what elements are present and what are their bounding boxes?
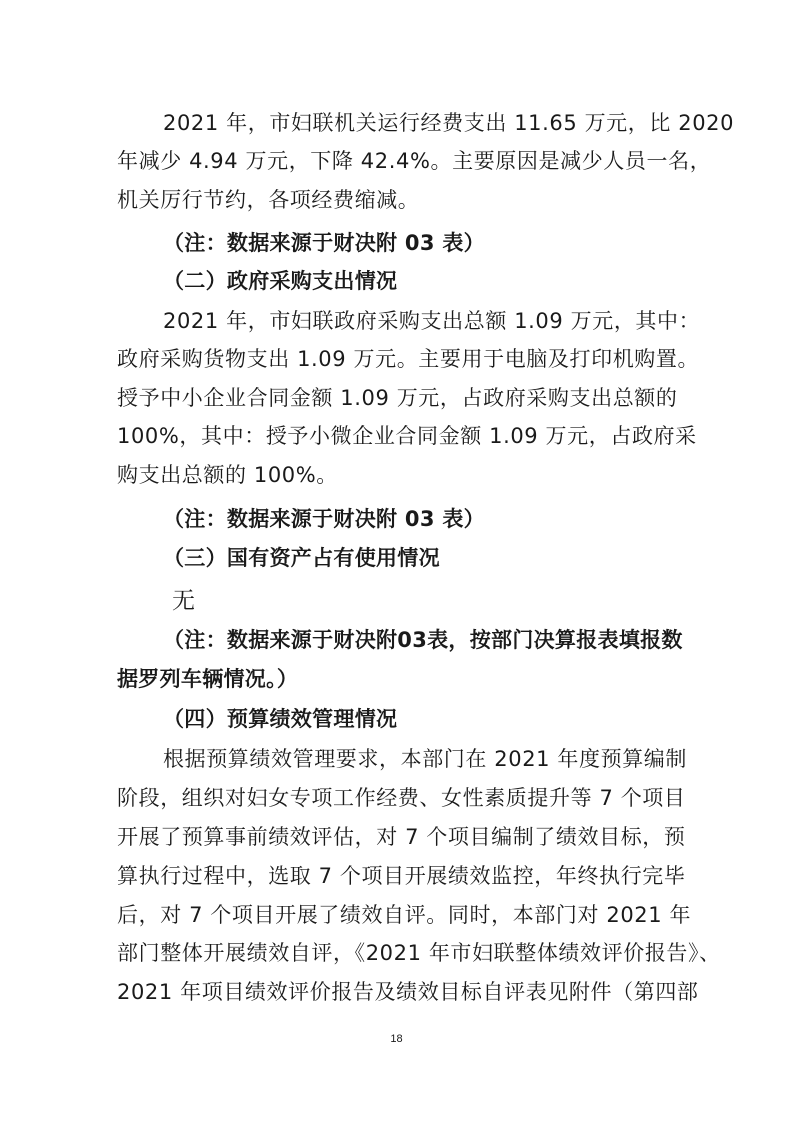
source-note: 据罗列车辆情况。） <box>117 667 299 691</box>
body-text-line: 政府采购货物支出 1.09 万元。主要用于电脑及打印机购置。 <box>117 347 700 371</box>
section-heading: （二）政府采购支出情况 <box>163 269 398 293</box>
body-text-line: 2021 年项目绩效评价报告及绩效目标自评表见附件（第四部 <box>117 980 699 1004</box>
page-number: 18 <box>390 1033 403 1045</box>
body-text-line: 后，对 7 个项目开展了绩效自评。同时，本部门对 2021 年 <box>117 903 692 927</box>
body-text-line: 年减少 4.94 万元，下降 42.4%。主要原因是减少人员一名， <box>117 149 712 173</box>
section-heading: （四）预算绩效管理情况 <box>163 707 398 731</box>
source-note: （注：数据来源于财决附 03 表） <box>163 507 485 531</box>
body-text-line: 根据预算绩效管理要求，本部门在 2021 年度预算编制 <box>163 747 687 771</box>
body-text-line: 100%，其中：授予小微企业合同金额 1.09 万元，占政府采 <box>117 424 697 448</box>
body-text-line: 2021 年，市妇联政府采购支出总额 1.09 万元，其中： <box>163 309 701 333</box>
body-text-line: 授予中小企业合同金额 1.09 万元，占政府采购支出总额的 <box>117 386 678 410</box>
body-text-line: 机关厉行节约，各项经费缩减。 <box>117 188 420 212</box>
body-text-line: 部门整体开展绩效自评，《2021 年市妇联整体绩效评价报告》、 <box>117 941 721 965</box>
source-note: （注：数据来源于财决附 03 表） <box>163 231 485 255</box>
body-text-line: 购支出总额的 100%。 <box>117 463 338 487</box>
section-heading: （三）国有资产占有使用情况 <box>163 546 440 570</box>
source-note: （注：数据来源于财决附03表，按部门决算报表填报数 <box>163 628 683 652</box>
body-text-line: 阶段，组织对妇女专项工作经费、女性素质提升等 7 个项目 <box>117 786 686 810</box>
body-text-line: 2021 年，市妇联机关运行经费支出 11.65 万元，比 2020 <box>163 111 735 135</box>
body-text-line: 算执行过程中，选取 7 个项目开展绩效监控，年终执行完毕 <box>117 864 686 888</box>
body-text-line: 开展了预算事前绩效评估，对 7 个项目编制了绩效目标，预 <box>117 825 686 849</box>
body-text-line: 无 <box>172 588 196 614</box>
